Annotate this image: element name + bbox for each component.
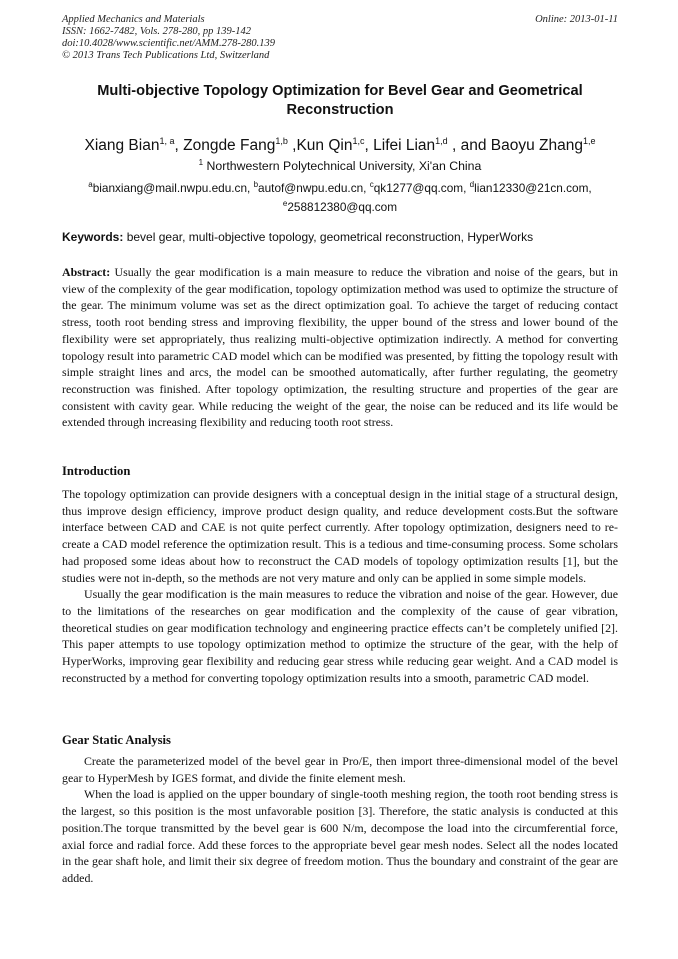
- gear-static-heading: Gear Static Analysis: [62, 733, 171, 747]
- affiliation: [62, 155, 618, 174]
- paper-title: Multi-objective Topology Optimization for Bevel Gear and Geometrical Reconstruction: [97, 83, 583, 118]
- author-sep: ,: [174, 137, 184, 155]
- keywords-label: Keywords:: [62, 230, 124, 244]
- journal-name: Applied Mechanics and Materials: [62, 14, 205, 25]
- abstract-text: Usually the gear modification is a main measure to reduce the vibration and noise of the gears, but in view of the complexity of the gear modification, topology optimization method was used to optimize the structure of the gear. The minimum volume was set as the direct optimization goal. To achieve the target of reducing contact stress, tooth root bending stress and improving flexibility, the upper bound of the stress and lower bound of the flexibility were set appropriately, thus realizing multi-objective optimization indirectly. A method for converting topology result into parametric CAD model which can be modified was presented, by fitting the topology result with simple straight lines and arcs, the model can be smoothed automatically, after further regulating, the geometry reconstruction was finished. After topology optimization, the resulting structure and properties of the gear are consistent with cavity gear. While reducing the weight of the gear, the noise can be reduced and its life would be extended through increasing flexibility and reducing tooth root stress.: [62, 265, 618, 430]
- affiliation-sup: 1: [198, 158, 204, 167]
- author-sep: ,: [287, 137, 297, 155]
- paragraph: The topology optimization can provide designers with a conceptual design in the initial stage of a structural design, thus improve design efficiency, improve product design quality, and reduce development costs.But the software interface between CAD and CAE is not quite perfect currently. After topology optimization, designers need to re-create a CAD model reference the optimization result. This is a tedious and time-consuming process. Some scholars had proposed some ideas about how to reconstruct the CAD models of topology optimization results [1], but the studies were not in-depth, so the methods are not very mature and only can be applied in some simple models.: [62, 487, 618, 585]
- issn-line: ISSN: 1662-7482, Vols. 278-280, pp 139-142: [62, 26, 251, 37]
- author-sep: ,: [364, 137, 374, 155]
- introduction-body: [62, 486, 618, 686]
- email-address[interactable]: lian12330@21cn.com: [474, 180, 589, 195]
- gear-static-body: [62, 753, 618, 887]
- author-name: Xiang Bian: [84, 137, 160, 155]
- author-sup: 1,b: [275, 136, 288, 146]
- author-sup: 1,e: [583, 136, 596, 146]
- email-sup: b: [253, 180, 259, 189]
- paragraph: When the load is applied on the upper boundary of single-tooth meshing region, the tooth root bending stress is the largest, so this position is the most unfavorable position [3]. Therefore, the static analysis is conducted at this position.The torque transmitted by the bevel gear is 600 N/m, decompose the load into the circumferential force, axial force and radial force. Add these forces to the appropriate bevel gear mesh nodes. Select all the nodes located in the gear shaft hole, and limit their six degree of freedom motion. Thus the boundary and constraint of the gear are added.: [62, 787, 618, 885]
- paragraph: Create the parameterized model of the bevel gear in Pro/E, then import three-dimensional model of the bevel gear to HyperMesh by IGES format, and divide the finite element mesh.: [62, 754, 618, 785]
- author-sep: , and: [447, 137, 491, 155]
- email-sup: c: [369, 180, 374, 189]
- author-sup: 1, a: [159, 136, 175, 146]
- author-list: [62, 131, 618, 156]
- keywords-text: bevel gear, multi-objective topology, geometrical reconstruction, HyperWorks: [126, 230, 534, 244]
- author-sup: 1,d: [435, 136, 448, 146]
- email-sup: d: [469, 180, 475, 189]
- email-address[interactable]: qk1277@qq.com: [373, 180, 464, 195]
- doi-line[interactable]: doi:10.4028/www.scientific.net/AMM.278-280.139: [62, 38, 275, 49]
- author-sup: 1,c: [352, 136, 365, 146]
- introduction-heading: Introduction: [62, 464, 131, 478]
- journal-header: [62, 14, 618, 62]
- email-address[interactable]: bianxiang@mail.nwpu.edu.cn: [92, 180, 248, 195]
- author-name: Kun Qin: [296, 137, 353, 155]
- email-list: $^a$bianxiang@mail.nwpu.edu.cn, $^b$autof@nwpu.edu.cn, $^c$qk1277@qq.com, $^d$lian12330@21cn.com, $^e$258812380@qq.com: [88, 180, 592, 214]
- abstract-label: Abstract:: [62, 265, 111, 279]
- email-sup: a: [88, 180, 93, 189]
- email-address[interactable]: autof@nwpu.edu.cn: [258, 180, 364, 195]
- author-name: Zongde Fang: [183, 137, 276, 155]
- email-sup: e: [282, 198, 288, 208]
- keywords: [62, 229, 618, 245]
- abstract: [62, 264, 618, 431]
- online-date: Online: 2013-01-11: [535, 14, 618, 25]
- author-name: Baoyu Zhang: [490, 137, 583, 155]
- paragraph: Usually the gear modification is the main measures to reduce the vibration and noise of the gear. However, due to the limitations of the researches on gear modification and the complexity of the cause of gear vibration, theoretical studies on gear modification technology and engineering practice effects can’t be completely unified [2]. This paper attempts to use topology optimization method to optimize the structure of the gear, with the help of HyperWorks, improving gear flexibility and reducing gear stress while reducing gear weight. And a CAD model is reconstructed by a method for converting topology optimization results into a smooth, parametric CAD model.: [62, 587, 618, 685]
- affiliation-text: Northwestern Polytechnical University, Xi'an China: [206, 159, 482, 174]
- email-address[interactable]: 258812380@qq.com: [287, 199, 398, 214]
- copyright-line: © 2013 Trans Tech Publications Ltd, Switzerland: [62, 50, 270, 61]
- author-name: Lifei Lian: [373, 137, 436, 155]
